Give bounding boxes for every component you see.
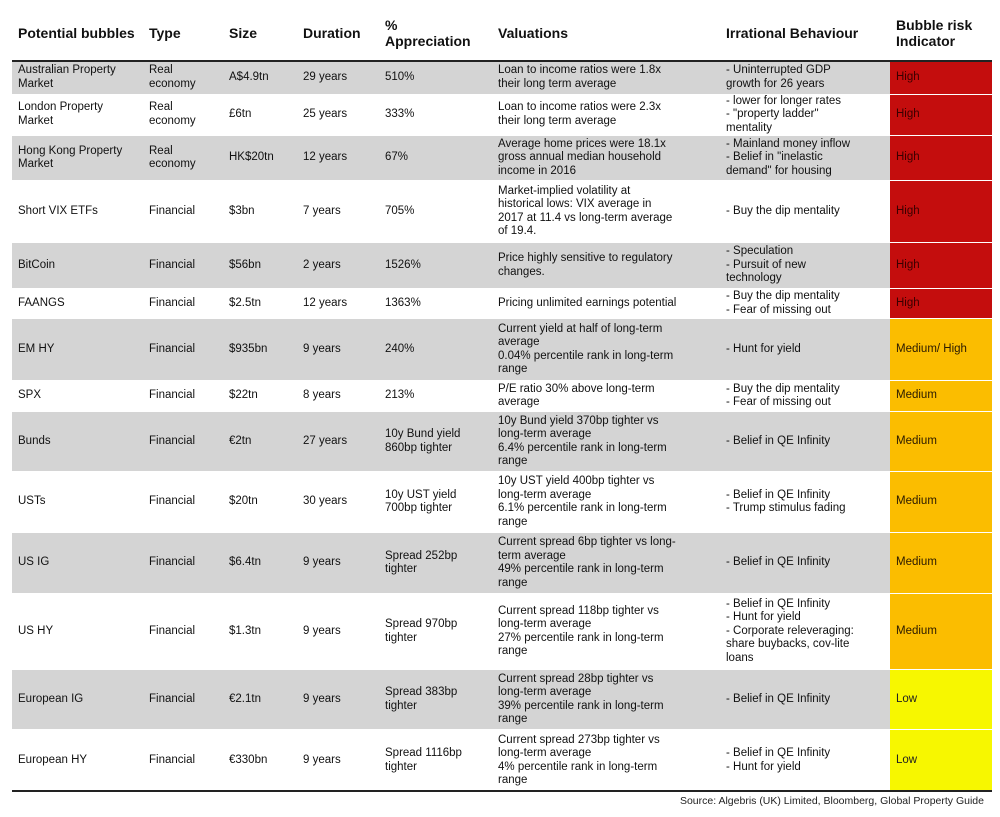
cell-type: Financial (143, 533, 223, 594)
cell-duration: 2 years (297, 243, 379, 289)
cell-potential-bubble: EM HY (12, 319, 143, 381)
cell-potential-bubble: US HY (18, 624, 54, 637)
cell-irrational-behaviour (720, 181, 890, 243)
behaviour-line: technology (726, 272, 782, 285)
behaviour-line: - Corporate releveraging: (726, 624, 854, 637)
cell-potential-bubble: European IG (12, 670, 143, 730)
valuation-line: historical lows: VIX average in (498, 198, 652, 210)
cell-duration: 30 years (303, 495, 348, 508)
valuation-line: 6.4% percentile rank in long-term (498, 441, 667, 454)
cell-valuations (492, 94, 720, 136)
valuation-line: 4% percentile rank in long-term (498, 760, 658, 773)
cell-potential-bubble: USTs (18, 495, 46, 508)
cell-valuations (492, 61, 720, 94)
cell-type: Financial (149, 204, 196, 217)
behaviour-line: - Belief in QE Infinity (726, 747, 831, 759)
cell-valuations (492, 472, 720, 533)
behaviour-line: - Speculation (726, 245, 794, 258)
behaviour-line: - Buy the dip mentality (726, 382, 840, 395)
cell-bubble-risk-indicator: High (890, 289, 992, 319)
cell-type: Real economy (143, 136, 223, 181)
cell-duration: 12 years (303, 296, 348, 309)
cell-duration: 8 years (303, 389, 341, 402)
cell-valuations (492, 381, 720, 412)
cell-size: $1.3tn (229, 624, 261, 637)
behaviour-line: - Hunt for yield (726, 611, 801, 624)
cell-bubble-risk-indicator: Medium/ High (890, 319, 992, 381)
valuation-line: long-term average (498, 428, 592, 440)
cell-duration: 9 years (297, 670, 379, 730)
cell-bubble-risk-indicator: Medium (890, 533, 992, 594)
cell-valuations (492, 730, 720, 792)
cell-potential-bubble: FAANGS (18, 296, 65, 309)
cell-size: $56bn (223, 243, 297, 289)
cell-appreciation: 240% (379, 319, 492, 381)
cell-bubble-risk-indicator: Medium (890, 412, 992, 472)
header-potential-bubbles: Potential bubbles (18, 25, 135, 41)
cell-irrational-behaviour (720, 289, 890, 319)
valuation-line: range (498, 645, 528, 657)
valuation-line: their long term average (498, 114, 617, 127)
cell-valuations (492, 594, 720, 670)
cell-size: A$4.9tn (223, 61, 297, 94)
valuation-line: 39% percentile rank in long-term (498, 699, 664, 712)
valuation-line: range (498, 713, 528, 725)
cell-irrational-behaviour (720, 243, 890, 289)
valuation-line: 10y Bund yield 370bp tighter vs (498, 414, 659, 427)
cell-valuations (492, 533, 720, 594)
cell-duration: 9 years (297, 533, 379, 594)
valuation-line: average (498, 336, 540, 348)
cell-type: Financial (149, 296, 196, 309)
source-footer (12, 790, 992, 807)
cell-duration: 9 years (297, 319, 379, 381)
behaviour-line: loans (726, 651, 754, 664)
table-row (12, 670, 992, 730)
valuation-line: Average home prices were 18.1x (498, 137, 666, 150)
cell-duration: 12 years (297, 136, 379, 181)
table-row (12, 472, 992, 533)
table-row (12, 61, 992, 94)
valuation-line: Current yield at half of long-term (498, 322, 663, 335)
cell-size: $935bn (223, 319, 297, 381)
cell-bubble-risk-indicator: Low (890, 670, 992, 730)
cell-valuations (492, 289, 720, 319)
valuation-line: gross annual median household (498, 151, 662, 164)
table-body (12, 61, 992, 792)
cell-size: $3bn (229, 204, 255, 217)
valuation-line: income in 2016 (498, 164, 576, 177)
header-valuations: Valuations (498, 25, 569, 41)
valuation-line: Current spread 28bp tighter vs (498, 672, 654, 685)
bubbles-table-wrapper (12, 6, 992, 792)
valuation-line: range (498, 455, 528, 467)
cell-type: Financial (149, 495, 196, 508)
valuation-line: range (498, 363, 528, 375)
table-row (12, 594, 992, 670)
cell-appreciation: 510% (379, 61, 492, 94)
cell-bubble-risk-indicator: Medium (890, 381, 992, 412)
cell-irrational-behaviour (720, 730, 890, 792)
behaviour-line: - Hunt for yield (726, 342, 801, 355)
behaviour-line: - Pursuit of new (726, 258, 806, 271)
cell-appreciation: 213% (385, 389, 415, 402)
bubbles-table (12, 6, 992, 792)
cell-valuations (492, 319, 720, 381)
cell-duration: 7 years (303, 204, 341, 217)
cell-duration: 9 years (303, 753, 341, 766)
valuation-line: their long term average (498, 77, 617, 90)
cell-irrational-behaviour (720, 670, 890, 730)
behaviour-line: - Belief in QE Infinity (726, 434, 831, 447)
cell-potential-bubble: Short VIX ETFs (18, 204, 98, 217)
cell-appreciation: 10y Bund yield 860bp tighter (379, 412, 492, 472)
cell-size: €330bn (229, 753, 268, 766)
table-row (12, 533, 992, 594)
valuation-line: Pricing unlimited earnings potential (498, 296, 677, 309)
valuation-line: 6.1% percentile rank in long-term (498, 502, 667, 514)
cell-valuations (492, 412, 720, 472)
cell-size: $20tn (229, 495, 258, 508)
cell-potential-bubble: Hong Kong Property Market (12, 136, 143, 181)
valuation-line: 49% percentile rank in long-term (498, 563, 664, 575)
valuation-line: long-term average (498, 686, 592, 698)
behaviour-line: - Buy the dip mentality (726, 204, 840, 217)
cell-irrational-behaviour (720, 412, 890, 472)
cell-irrational-behaviour (720, 594, 890, 670)
header-duration: Duration (303, 25, 361, 41)
cell-type: Financial (143, 412, 223, 472)
valuation-line: P/E ratio 30% above long-term (498, 382, 655, 395)
cell-bubble-risk-indicator: Low (890, 730, 992, 792)
behaviour-line: - Belief in "inelastic (726, 151, 823, 164)
valuation-line: of 19.4. (498, 225, 537, 237)
header-appreciation: % Appreciation (385, 17, 471, 49)
valuation-line: Loan to income ratios were 2.3x (498, 101, 662, 114)
cell-appreciation: 333% (385, 108, 415, 120)
cell-potential-bubble: SPX (18, 389, 42, 402)
cell-bubble-risk-indicator: High (890, 136, 992, 181)
table-row (12, 412, 992, 472)
cell-type: Financial (143, 243, 223, 289)
cell-bubble-risk-indicator: High (890, 181, 992, 243)
behaviour-line: - Mainland money inflow (726, 137, 851, 150)
cell-duration: 29 years (297, 61, 379, 94)
cell-duration: 9 years (303, 624, 341, 637)
cell-appreciation: Spread 970bp tighter (385, 618, 458, 644)
cell-appreciation: Spread 383bp tighter (379, 670, 492, 730)
table-row (12, 381, 992, 412)
cell-irrational-behaviour (720, 319, 890, 381)
table-row (12, 136, 992, 181)
cell-potential-bubble: BitCoin (12, 243, 143, 289)
cell-type: Financial (149, 389, 196, 402)
cell-size: $2.5tn (229, 296, 261, 309)
valuation-line: range (498, 774, 528, 786)
behaviour-line: growth for 26 years (726, 77, 825, 90)
cell-type: Financial (143, 319, 223, 381)
header-size: Size (229, 25, 258, 41)
behaviour-line: share buybacks, cov-lite (726, 638, 850, 651)
cell-bubble-risk-indicator: Medium (890, 594, 992, 670)
source-note: Source: Algebris (UK) Limited, Bloomberg, Global Property Guide (679, 795, 984, 807)
cell-type: Financial (149, 753, 196, 766)
valuation-line: Price highly sensitive to regulatory (498, 252, 673, 264)
table-row (12, 243, 992, 289)
cell-bubble-risk-indicator: Medium (890, 472, 992, 533)
cell-valuations (492, 181, 720, 243)
table-row (12, 730, 992, 792)
cell-irrational-behaviour (720, 94, 890, 136)
behaviour-line: - Hunt for yield (726, 760, 801, 773)
cell-valuations (492, 136, 720, 181)
behaviour-line: - Fear of missing out (726, 396, 831, 408)
cell-bubble-risk-indicator: High (890, 243, 992, 289)
valuation-line: range (498, 515, 528, 528)
cell-size: HK$20tn (223, 136, 297, 181)
cell-size: $22tn (229, 389, 258, 402)
valuation-line: Current spread 273bp tighter vs (498, 733, 660, 746)
valuation-line: range (498, 576, 528, 589)
cell-size: £6tn (229, 108, 252, 120)
valuation-line: changes. (498, 265, 545, 278)
cell-bubble-risk-indicator: High (890, 61, 992, 94)
table-row (12, 289, 992, 319)
valuation-line: long-term average (498, 618, 592, 630)
cell-irrational-behaviour (720, 381, 890, 412)
valuation-line: term average (498, 549, 566, 562)
cell-appreciation: 1363% (385, 296, 421, 309)
cell-irrational-behaviour (720, 533, 890, 594)
cell-irrational-behaviour (720, 472, 890, 533)
cell-appreciation: Spread 252bp tighter (379, 533, 492, 594)
behaviour-line: - Trump stimulus fading (726, 502, 846, 514)
valuation-line: Current spread 118bp tighter vs (498, 604, 659, 617)
table-row (12, 319, 992, 381)
behaviour-line: mentality (726, 121, 773, 134)
cell-appreciation: 67% (379, 136, 492, 181)
cell-appreciation: 705% (385, 204, 415, 217)
cell-appreciation: Spread 1116bp tighter (385, 747, 462, 773)
cell-size: €2.1tn (223, 670, 297, 730)
valuation-line: Current spread 6bp tighter vs long- (498, 536, 676, 548)
cell-valuations (492, 670, 720, 730)
behaviour-line: demand" for housing (726, 164, 832, 177)
cell-potential-bubble: London Property Market (18, 101, 104, 127)
valuation-line: 10y UST yield 400bp tighter vs (498, 475, 655, 487)
header-bubble-risk-indicator: Bubble risk Indicator (896, 17, 973, 49)
behaviour-line: - Uninterrupted GDP (726, 64, 831, 77)
valuation-line: Loan to income ratios were 1.8x (498, 64, 662, 77)
cell-irrational-behaviour (720, 136, 890, 181)
cell-duration: 25 years (303, 108, 348, 120)
valuation-line: 0.04% percentile rank in long-term (498, 349, 674, 362)
cell-type: Financial (143, 670, 223, 730)
cell-irrational-behaviour (720, 61, 890, 94)
behaviour-line: - Belief in QE Infinity (726, 597, 831, 610)
valuation-line: long-term average (498, 488, 592, 501)
cell-valuations (492, 243, 720, 289)
cell-bubble-risk-indicator: High (890, 94, 992, 136)
table-row (12, 181, 992, 243)
table-row (12, 94, 992, 136)
behaviour-line: - Belief in QE Infinity (726, 556, 831, 569)
valuation-line: 27% percentile rank in long-term (498, 631, 664, 644)
cell-type: Financial (149, 624, 196, 637)
behaviour-line: - Belief in QE Infinity (726, 692, 831, 705)
cell-appreciation: 1526% (379, 243, 492, 289)
cell-size: $6.4tn (223, 533, 297, 594)
cell-potential-bubble: Bunds (12, 412, 143, 472)
cell-type: Real economy (143, 61, 223, 94)
cell-size: €2tn (223, 412, 297, 472)
behaviour-line: - lower for longer rates (726, 94, 842, 107)
behaviour-line: - Belief in QE Infinity (726, 488, 831, 501)
behaviour-line: - Fear of missing out (726, 303, 831, 316)
cell-appreciation: 10y UST yield 700bp tighter (385, 488, 457, 514)
behaviour-line: - Buy the dip mentality (726, 290, 840, 302)
valuation-line: long-term average (498, 747, 592, 759)
cell-potential-bubble: US IG (12, 533, 143, 594)
cell-duration: 27 years (297, 412, 379, 472)
header-type: Type (149, 25, 181, 41)
header-irrational-behaviour: Irrational Behaviour (726, 25, 859, 41)
table-header-row (12, 6, 992, 61)
cell-potential-bubble: Australian Property Market (12, 61, 143, 94)
valuation-line: average (498, 396, 540, 408)
cell-potential-bubble: European HY (18, 753, 88, 766)
cell-type: Real economy (149, 101, 196, 127)
valuation-line: Market-implied volatility at (498, 184, 631, 197)
behaviour-line: - "property ladder" (726, 108, 819, 120)
valuation-line: 2017 at 11.4 vs long-term average (498, 211, 673, 224)
